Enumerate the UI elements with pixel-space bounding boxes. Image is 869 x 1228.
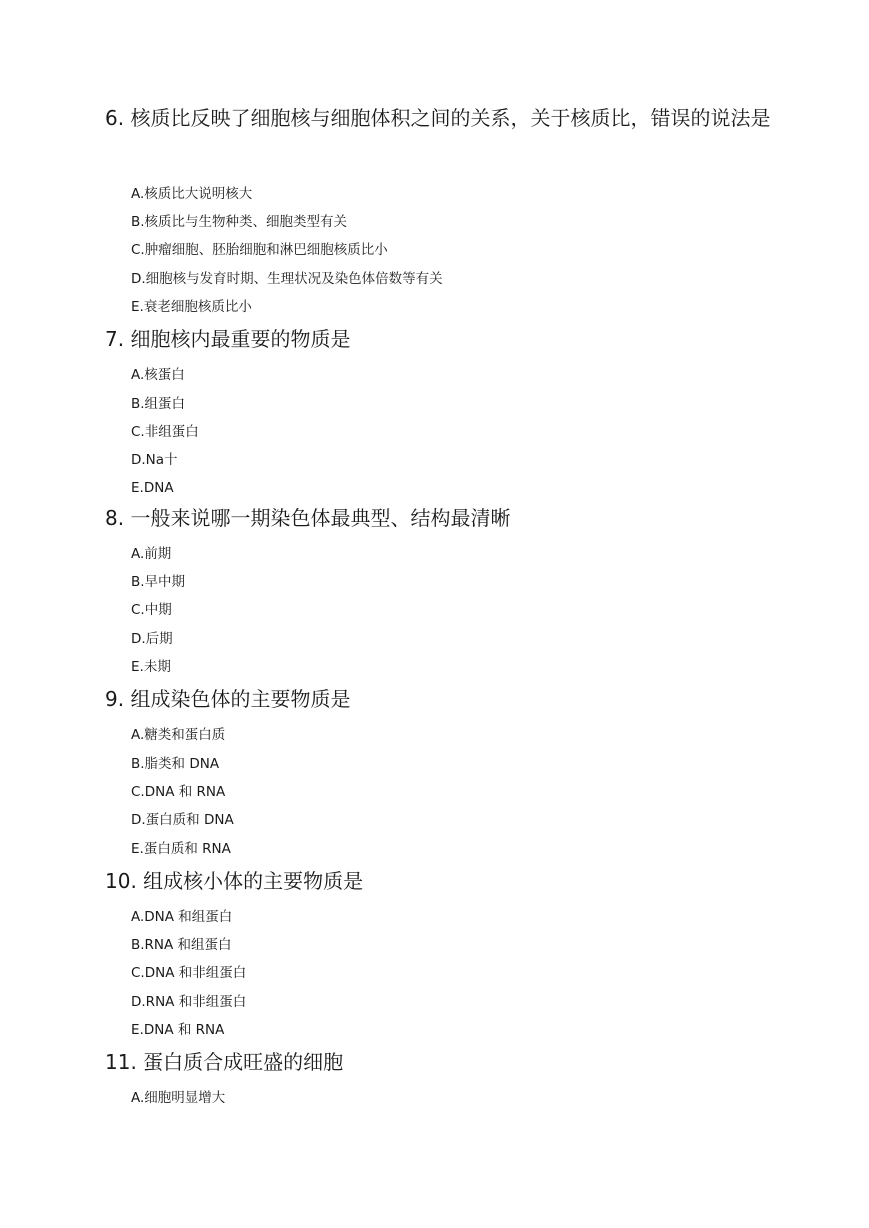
question-8-option-e: E.未期: [131, 659, 171, 675]
question-6-option-d: D.细胞核与发育时期、生理状况及染色体倍数等有关: [131, 271, 443, 287]
question-6-option-c: C.肿瘤细胞、胚胎细胞和淋巴细胞核质比小: [131, 242, 388, 258]
question-7-option-c: C.非组蛋白: [131, 424, 199, 440]
question-8-text: 8. 一般来说哪一期染色体最典型、结构最清晰: [105, 506, 511, 530]
question-9-option-a: A.糖类和蛋白质: [131, 727, 226, 743]
question-8-option-a: A.前期: [131, 546, 172, 562]
question-6-text: 6. 核质比反映了细胞核与细胞体积之间的关系，关于核质比，错误的说法是: [105, 106, 771, 130]
question-11-option-a: A.细胞明显增大: [131, 1090, 226, 1106]
question-6-option-b: B.核质比与生物种类、细胞类型有关: [131, 214, 348, 230]
question-7-option-a: A.核蛋白: [131, 367, 185, 383]
question-9-option-b: B.脂类和 DNA: [131, 756, 220, 772]
question-6-option-a: A.核质比大说明核大: [131, 186, 253, 202]
question-7-option-d: D.Na十: [131, 452, 178, 468]
question-10-text: 10. 组成核小体的主要物质是: [105, 869, 364, 893]
question-9-option-c: C.DNA 和 RNA: [131, 784, 226, 800]
question-10-option-d: D.RNA 和非组蛋白: [131, 994, 247, 1010]
question-10-option-c: C.DNA 和非组蛋白: [131, 965, 247, 981]
question-10-option-b: B.RNA 和组蛋白: [131, 937, 232, 953]
question-9-option-d: D.蛋白质和 DNA: [131, 812, 234, 828]
question-8-option-d: D.后期: [131, 631, 173, 647]
question-11-text: 11. 蛋白质合成旺盛的细胞: [105, 1050, 344, 1074]
question-7-option-b: B.组蛋白: [131, 396, 186, 412]
question-10-option-e: E.DNA 和 RNA: [131, 1022, 225, 1038]
question-8-option-c: C.中期: [131, 602, 172, 618]
question-6-option-e: E.衰老细胞核质比小: [131, 299, 252, 315]
question-9-option-e: E.蛋白质和 RNA: [131, 841, 231, 857]
question-10-option-a: A.DNA 和组蛋白: [131, 909, 233, 925]
question-7-option-e: E.DNA: [131, 480, 174, 496]
question-8-option-b: B.早中期: [131, 574, 186, 590]
question-9-text: 9. 组成染色体的主要物质是: [105, 687, 351, 711]
question-7-text: 7. 细胞核内最重要的物质是: [105, 327, 351, 351]
